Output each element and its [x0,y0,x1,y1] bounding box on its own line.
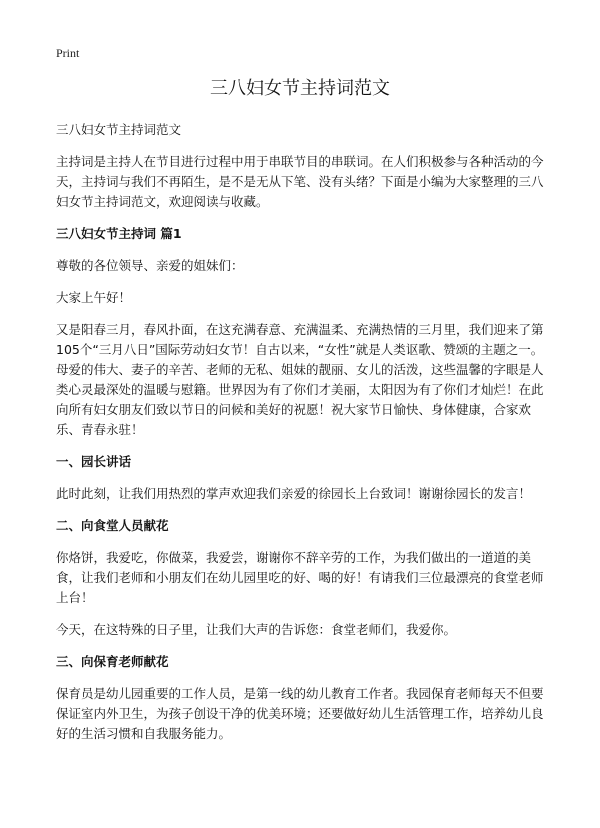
opening-paragraph: 又是阳春三月，春风扑面，在这充满春意、充满温柔、充满热情的三月里，我们迎来了第105个“三月八日”国际劳动妇女节！自古以来，“女性”就是人类讴歌、赞颂的主题之一。母爱的伟大、妻子的辛苦、老师的无私、姐妹的靓丽、女儿的活泼，这些温馨的字眼是人类心灵最深处的温暖与慰籍。世界因为有了你们才美丽，太阳因为有了你们才灿烂！在此向所有妇女朋友们致以节日的问候和美好的祝愿！祝大家节日愉快、身体健康，合家欢乐、青春永驻！ [56,322,544,437]
subheading-principal-speech: 一、园长讲话 [56,454,132,469]
subheading-canteen-flowers: 二、向食堂人员献花 [56,518,169,533]
morning-paragraph: 大家上午好！ [56,290,132,305]
canteen-paragraph-2: 今天，在这特殊的日子里，让我们大声的告诉您：食堂老师们，我爱你。 [56,622,457,637]
section-heading: 三八妇女节主持词 篇1 [56,226,182,241]
page-title: 三八妇女节主持词范文 [210,78,390,99]
canteen-paragraph-1: 你烙饼，我爱吃，你做菜，我爱尝，谢谢你不辞辛劳的工作，为我们做出的一道道的美食，让我们老师和小朋友们在幼儿园里吃的好、喝的好！有请我们三位最漂亮的食堂老师上台！ [56,550,544,605]
principal-speech-paragraph: 此时此刻，让我们用热烈的掌声欢迎我们亲爱的徐园长上台致词！谢谢徐园长的发言！ [56,486,532,501]
subheading-caregiver-flowers: 三、向保育老师献花 [56,654,169,669]
article-body [56,120,550,756]
intro-paragraph: 主持词是主持人在节目进行过程中用于串联节目的串联词。在人们积极参与各种活动的今天，主持词与我们不再陌生，是不是无从下笔、没有头绪？下面是小编为大家整理的三八妇女节主持词范文，欢迎阅读与收藏。 [56,154,544,209]
article-subtitle: 三八妇女节主持词范文 [56,122,182,137]
greeting-paragraph: 尊敬的各位领导、亲爱的姐妹们： [56,258,244,273]
print-link[interactable]: Print [56,46,80,60]
caregiver-paragraph: 保育员是幼儿园重要的工作人员，是第一线的幼儿教育工作者。我园保育老师每天不但要保证室内外卫生，为孩子创设干净的优美环境；还要做好幼儿生活管理工作，培养幼儿良好的生活习惯和自我服务能力。 [56,686,544,741]
